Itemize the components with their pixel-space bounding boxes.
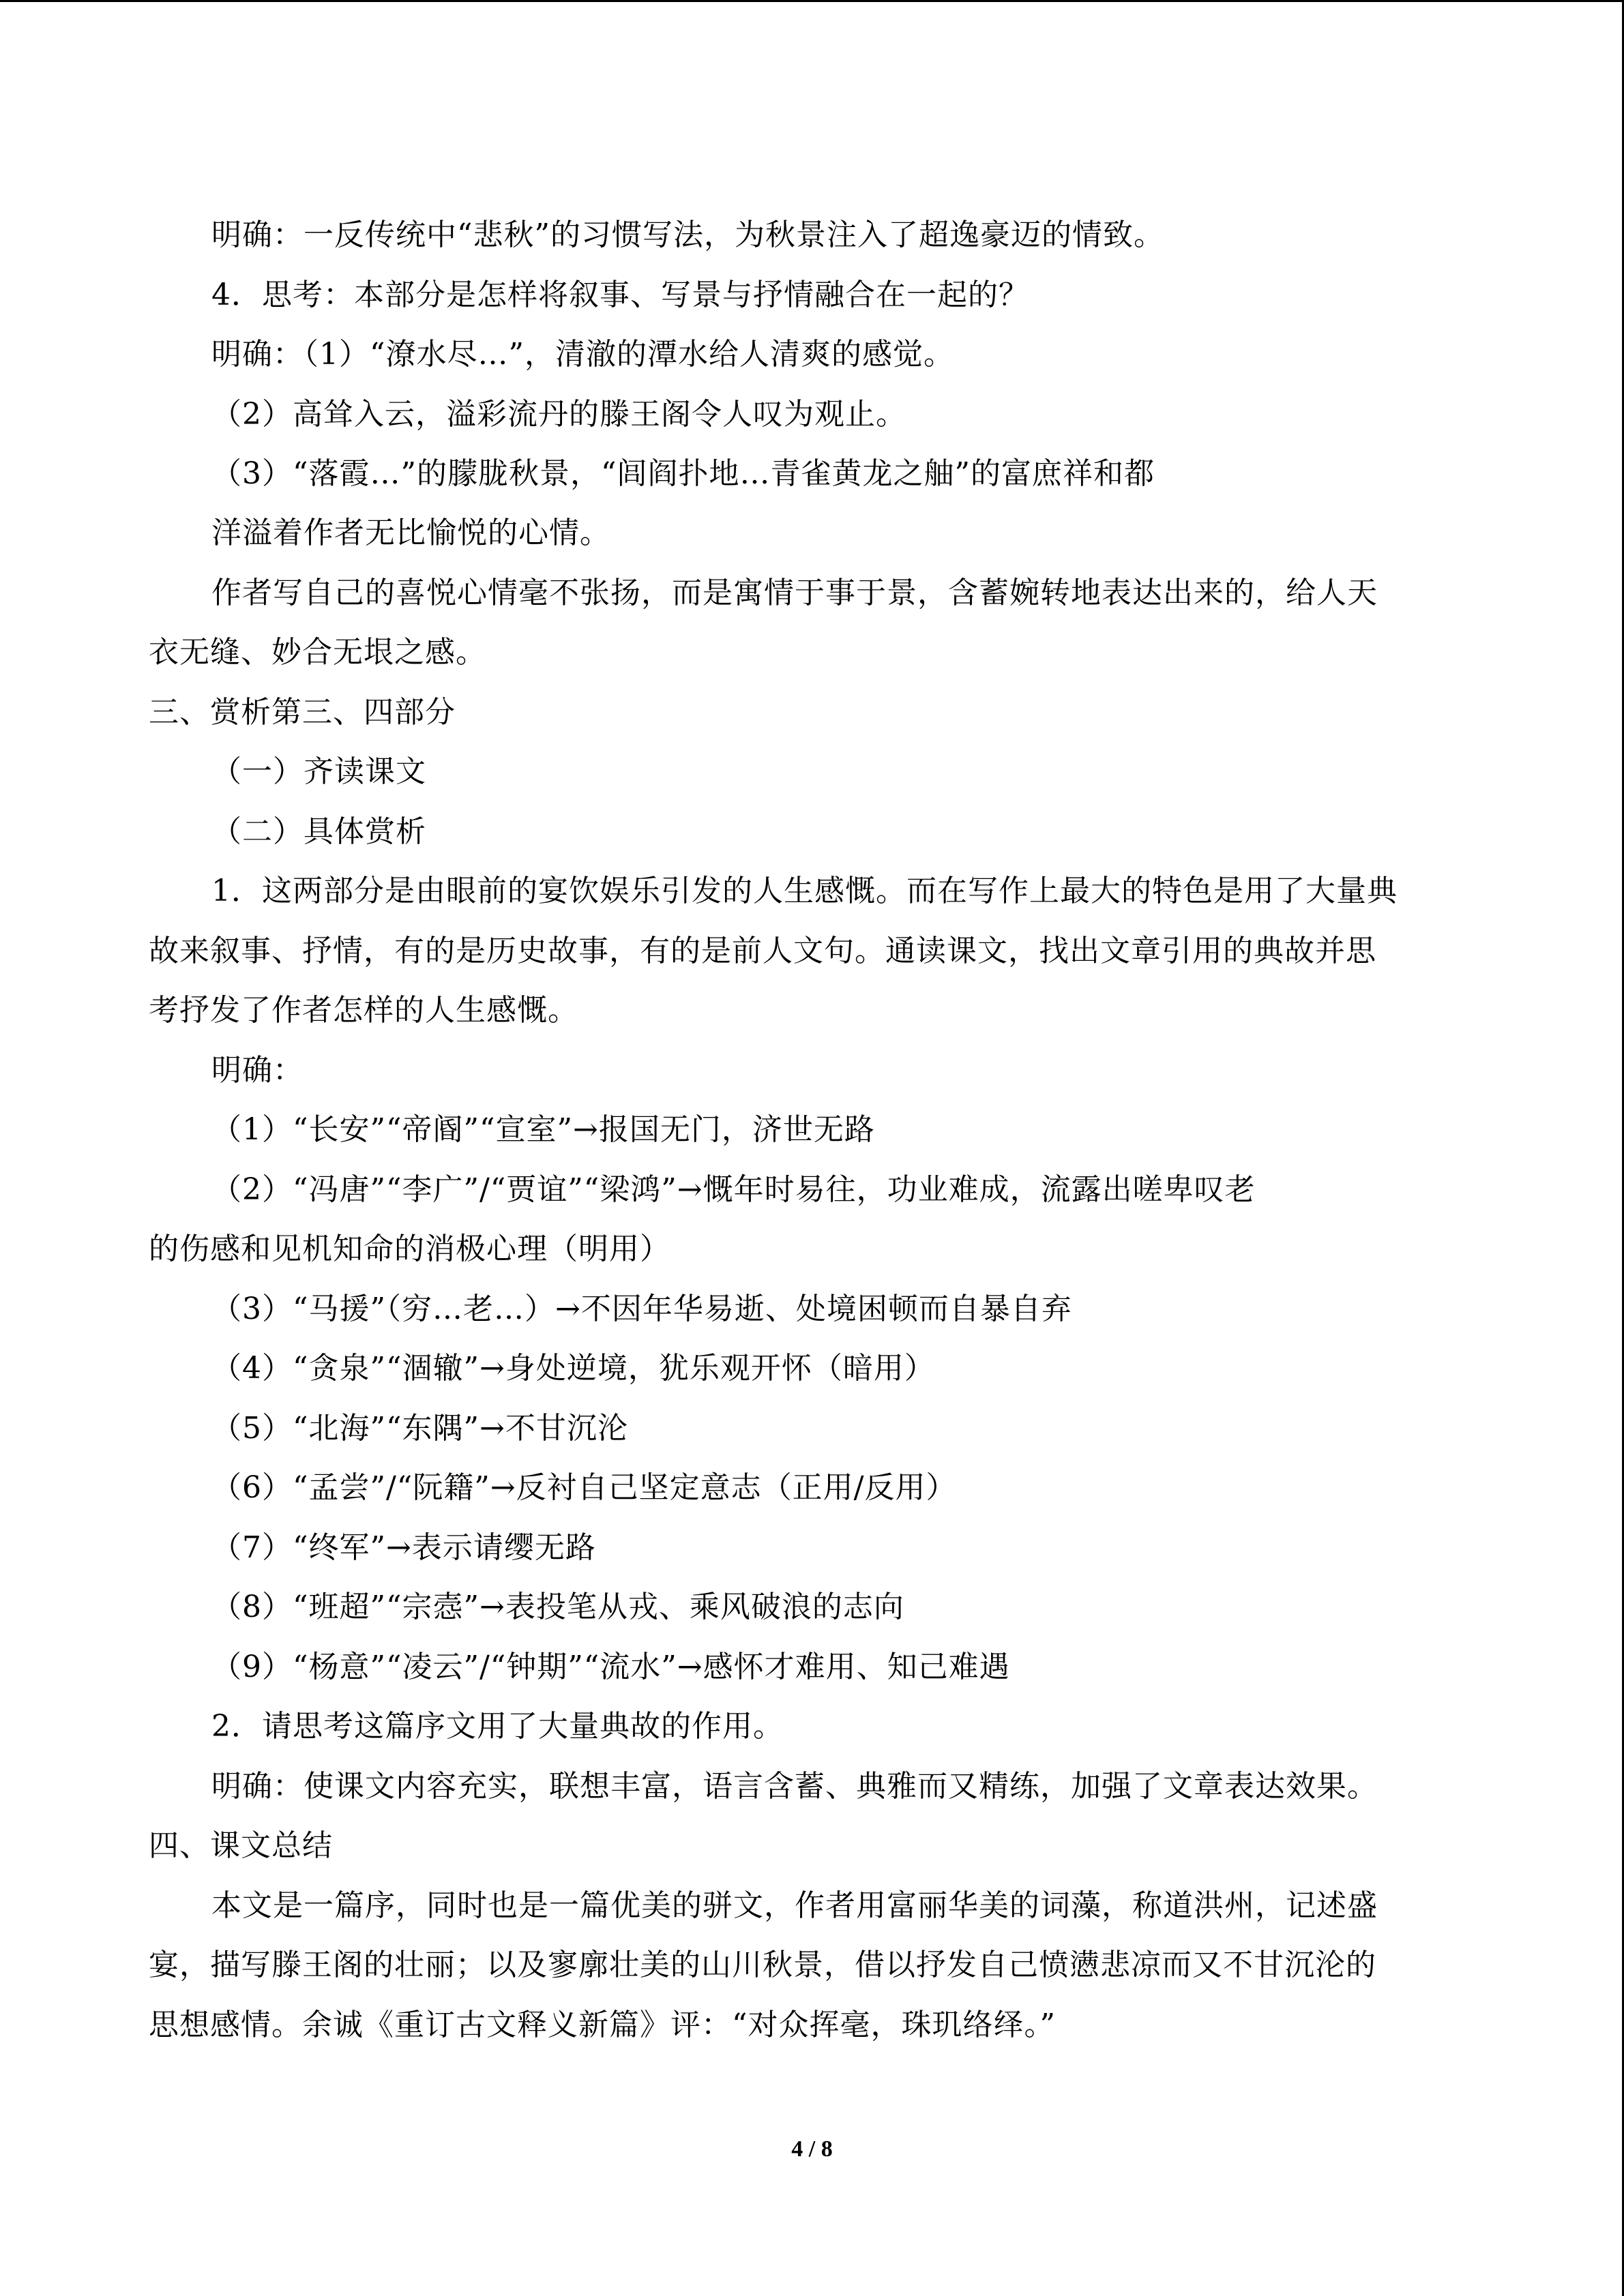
paragraph-line: （2）高耸入云，溢彩流丹的滕王阁令人叹为观止。 (211, 397, 906, 432)
paragraph-line: 4．思考：本部分是怎样将叙事、写景与抒情融合在一起的？ (211, 278, 1029, 312)
paragraph-line: 作者写自己的喜悦心情毫不张扬，而是寓情于事于景，含蓄婉转地表达出来的，给人天 (211, 576, 1378, 610)
paragraph-line: 明确：一反传统中“悲秋”的习惯写法，为秋景注入了超逸豪迈的情致。 (211, 218, 1164, 252)
list-item: （8）“班超”“宗悫”→表投笔从戎、乘风破浪的志向 (211, 1590, 904, 1624)
paragraph-line: 洋溢着作者无比愉悦的心情。 (211, 516, 610, 550)
paragraph-line: 1．这两部分是由眼前的宴饮娱乐引发的人生感慨。而在写作上最大的特色是用了大量典 (211, 874, 1398, 908)
paragraph-line: 明确：使课文内容充实，联想丰富，语言含蓄、典雅而又精练，加强了文章表达效果。 (211, 1769, 1378, 1804)
paragraph-line: 衣无缝、妙合无垠之感。 (149, 635, 486, 670)
page-number: 4 / 8 (791, 2136, 833, 2162)
paragraph-line: 2．请思考这篇序文用了大量典故的作用。 (211, 1709, 784, 1744)
section-heading: 三、赏析第三、四部分 (149, 695, 456, 730)
paragraph-line: 考抒发了作者怎样的人生感慨。 (149, 993, 578, 1028)
list-item: （9）“杨意”“凌云”/“钟期”“流水”→感怀才难用、知己难遇 (211, 1650, 1010, 1684)
subsection-heading: （一）齐读课文 (211, 754, 426, 789)
paragraph-line: （3）“落霞…”的朦胧秋景，“闾阎扑地…青雀黄龙之舳”的富庶祥和都 (211, 456, 1155, 491)
paragraph-line: 思想感情。余诚《重订古文释义新篇》评：“对众挥毫，珠玑络绎。” (149, 2008, 1056, 2042)
list-item: （6）“孟尝”/“阮籍”→反衬自己坚定意志（正用/反用） (211, 1470, 957, 1505)
list-item: （3）“马援”（穷…老…）→不因年华易逝、处境困顿而自暴自弃 (211, 1292, 1072, 1326)
paragraph-line: 故来叙事、抒情，有的是历史故事，有的是前人文句。通读课文，找出文章引用的典故并思 (149, 934, 1376, 968)
paragraph-line: 明确：（1）“潦水尽…”，清澈的潭水给人清爽的感觉。 (211, 337, 954, 372)
page-top-border (0, 0, 1624, 2)
list-item: （7）“终军”→表示请缨无路 (211, 1530, 596, 1565)
list-item: （4）“贪泉”“涸辙”→身处逆境，犹乐观开怀（暗用） (211, 1351, 935, 1386)
subsection-heading: （二）具体赏析 (211, 814, 426, 849)
paragraph-line: 明确： (211, 1053, 304, 1088)
list-item: （2）“冯唐”“李广”/“贾谊”“梁鸿”→慨年时易往，功业难成，流露出嗟卑叹老 (211, 1172, 1256, 1207)
list-item: （1）“长安”“帝阍”“宣室”→报国无门，济世无路 (211, 1112, 875, 1147)
paragraph-line: 本文是一篇序，同时也是一篇优美的骈文，作者用富丽华美的词藻，称道洪州，记述盛 (211, 1888, 1378, 1923)
list-item: （5）“北海”“东隅”→不甘沉沦 (211, 1411, 628, 1446)
list-item-continuation: 的伤感和见机知命的消极心理（明用） (149, 1232, 670, 1266)
paragraph-line: 宴，描写滕王阁的壮丽；以及寥廓壮美的山川秋景，借以抒发自己愤懑悲凉而又不甘沉沦的 (149, 1948, 1376, 1982)
section-heading: 四、课文总结 (149, 1828, 333, 1863)
